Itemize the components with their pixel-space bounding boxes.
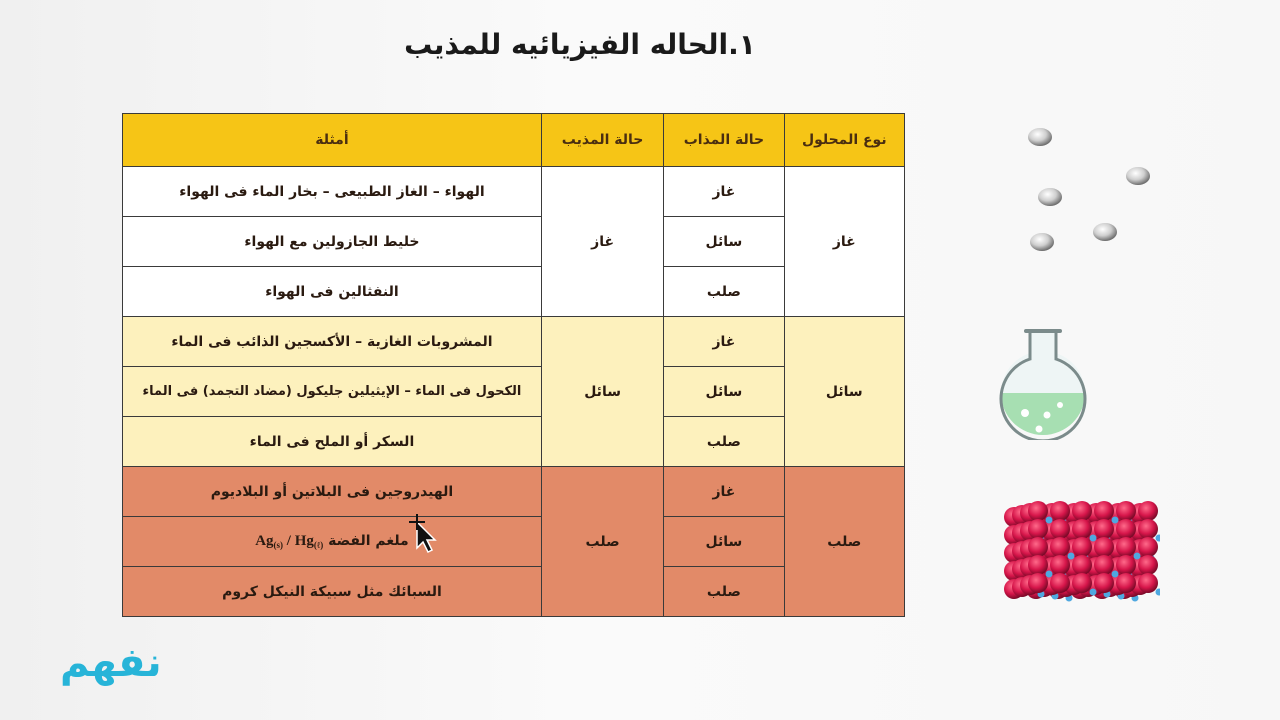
amalgam-formula xyxy=(255,533,323,549)
header-solution-type: نوع المحلول xyxy=(784,114,904,167)
lattice-atom xyxy=(1050,519,1070,539)
lattice-ion xyxy=(1090,535,1097,542)
lattice-atom xyxy=(1138,501,1158,521)
lattice-atom xyxy=(1050,573,1070,593)
example-cell: السبائك مثل سبيكة النيكل كروم xyxy=(123,567,542,617)
table-header-row xyxy=(123,114,905,167)
example-cell: السكر أو الملح فى الماء xyxy=(123,417,542,467)
solvent-cell: صلب xyxy=(541,467,663,617)
solute-cell: صلب xyxy=(664,267,784,317)
solute-cell: سائل xyxy=(664,217,784,267)
lattice-atom xyxy=(1072,537,1092,557)
table-row xyxy=(123,317,905,367)
formula-separator: / xyxy=(283,533,295,549)
lattice-atom xyxy=(1094,555,1114,575)
mercury-state: (ℓ) xyxy=(313,540,324,550)
lattice-atom xyxy=(1116,537,1136,557)
lattice-atom xyxy=(1138,573,1158,593)
lattice-ion xyxy=(1046,571,1053,578)
lattice-atom xyxy=(1116,573,1136,593)
example-cell: المشروبات الغازية – الأكسجين الذائب فى الماء xyxy=(123,317,542,367)
flask-icon xyxy=(995,325,1095,440)
example-text: ملغم الفضة xyxy=(328,533,409,549)
example-cell: النفثالين فى الهواء xyxy=(123,267,542,317)
solute-cell: سائل xyxy=(664,517,784,567)
silver-symbol: Ag xyxy=(255,533,274,549)
lattice-atom xyxy=(1094,501,1114,521)
lattice-atom xyxy=(1138,555,1158,575)
silver-state: (s) xyxy=(273,540,284,550)
lattice-atom xyxy=(1072,519,1092,539)
lattice-ion xyxy=(1112,571,1119,578)
lattice-atom xyxy=(1028,555,1048,575)
example-cell: الهيدروجين فى البلاتين أو البلاديوم xyxy=(123,467,542,517)
solute-cell: صلب xyxy=(664,567,784,617)
lattice-atom xyxy=(1028,519,1048,539)
lattice-atom xyxy=(1094,537,1114,557)
solid-lattice-icon xyxy=(1000,495,1160,615)
lattice-atom xyxy=(1138,519,1158,539)
lattice-atom xyxy=(1116,519,1136,539)
lattice-atom xyxy=(1116,555,1136,575)
table-row xyxy=(123,467,905,517)
lattice-atom xyxy=(1072,555,1092,575)
example-cell: خليط الجازولين مع الهواء xyxy=(123,217,542,267)
lattice-atom xyxy=(1050,555,1070,575)
lattice-ion xyxy=(1090,589,1097,596)
solute-cell: سائل xyxy=(664,367,784,417)
page-title: ١.الحاله الفيزيائيه للمذيب xyxy=(404,28,756,61)
mouse-cursor-icon xyxy=(405,512,439,556)
header-solute-state: حالة المذاب xyxy=(664,114,784,167)
lattice-atom xyxy=(1072,501,1092,521)
header-examples: أمثلة xyxy=(123,114,542,167)
solute-cell: غاز xyxy=(664,167,784,217)
gas-particles-icon xyxy=(1015,120,1165,260)
mercury-symbol: Hg xyxy=(294,533,314,549)
table-row xyxy=(123,167,905,217)
solution-type-cell: سائل xyxy=(784,317,904,467)
lattice-ion xyxy=(1134,553,1141,560)
lattice-atom xyxy=(1028,573,1048,593)
solute-cell: غاز xyxy=(664,317,784,367)
lattice-atom xyxy=(1028,537,1048,557)
lattice-ion xyxy=(1156,589,1161,596)
lattice-atom xyxy=(1116,501,1136,521)
solute-cell: صلب xyxy=(664,417,784,467)
solvent-cell: غاز xyxy=(541,167,663,317)
solutions-table xyxy=(122,113,905,617)
lattice-atom xyxy=(1050,501,1070,521)
lattice-atom xyxy=(1072,573,1092,593)
lattice-ion xyxy=(1156,535,1161,542)
lattice-atom xyxy=(1050,537,1070,557)
lattice-atom xyxy=(1028,501,1048,521)
solution-type-cell: صلب xyxy=(784,467,904,617)
header-solvent-state: حالة المذيب xyxy=(541,114,663,167)
lattice-ion xyxy=(1046,517,1053,524)
lattice-ion xyxy=(1112,517,1119,524)
example-cell xyxy=(123,517,542,567)
example-cell: الهواء – الغاز الطبيعى – بخار الماء فى الهواء xyxy=(123,167,542,217)
solvent-cell: سائل xyxy=(541,317,663,467)
lattice-atom xyxy=(1138,537,1158,557)
nafham-logo: نفهم xyxy=(60,640,162,686)
example-cell: الكحول فى الماء – الإيثيلين جليكول (مضاد التجمد) فى الماء xyxy=(123,367,542,417)
lattice-ion xyxy=(1068,553,1075,560)
lattice-atom xyxy=(1094,519,1114,539)
solution-type-cell: غاز xyxy=(784,167,904,317)
lattice-atom xyxy=(1094,573,1114,593)
solute-cell: غاز xyxy=(664,467,784,517)
